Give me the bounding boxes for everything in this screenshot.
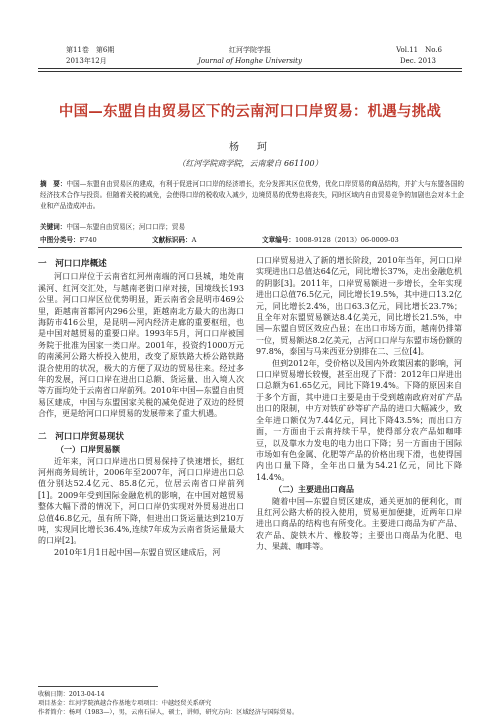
abstract-label: 摘 要：	[40, 180, 67, 188]
volume-issue-cn: 第11卷 第6期	[66, 46, 115, 54]
fund-info: 项目基金：红河学院滇越合作基地专项项目：中越经贸关系研究	[38, 700, 212, 707]
article-title: 中国—东盟自由贸易区下的云南河口口岸贸易：机遇与挑战	[58, 104, 442, 120]
doc-code-label: 文献标识码：	[152, 236, 192, 244]
abstract	[40, 179, 464, 213]
author-affiliation: （红河学院商学院，云南蒙自 661100）	[177, 159, 323, 168]
doc-code-value: A	[191, 236, 197, 244]
running-header	[0, 0, 500, 72]
date-cn: 2013年12月	[66, 57, 107, 65]
clc-value: F740	[79, 236, 97, 244]
paragraph: 近年来，河口口岸进出口贸易保持了快速增长，据红河州商务局统计，2006年至2007年，河口口岸进出口总值分别达52.4亿元、85.8亿元，位居云南省口岸前列[1]。2009年受到国际金融危机的影响，在中国对越贸易整体大幅下滑的情况下，河口口岸仍实现对外贸易进出口总值46.8亿元，虽有所下降，但进出口货运量达到210万吨，实现同比增长36.4%,连续7年成为云南省货运量最大的口岸[2]。	[38, 456, 244, 546]
keywords	[40, 221, 185, 231]
author-name: 杨 珂	[229, 142, 271, 153]
document-code	[152, 234, 196, 244]
subsection-heading-trade-volume: （一）口岸贸易额	[56, 445, 120, 455]
article-no-label: 文章编号：	[262, 236, 295, 244]
left-column	[38, 255, 244, 558]
keywords-text: 中国—东盟自由贸易区；河口口岸；贸易	[66, 223, 186, 231]
received-date: 收稿日期：2013-04-14	[38, 691, 105, 698]
clc-label: 中图分类号：	[40, 236, 80, 244]
paragraph: 随着中国—东盟自贸区建成，通关更加的便利化，而且红河公路大桥的投入使用，贸易更加便捷，近两年口岸进出口商品的结构也有所变化。主要进口商品为矿产品、农产品、旋铁木片、橡胶等；主要出口商品为化肥、电力、果蔬、咖啡等。	[256, 496, 462, 552]
footnote-rule	[38, 686, 158, 687]
clc-number	[40, 234, 97, 244]
journal-name-cn: 红河学院学报	[229, 46, 271, 54]
right-column	[256, 255, 462, 553]
footnote	[38, 686, 462, 717]
paragraph: 2010年1月1日起中国—东盟自贸区建成后，河	[54, 547, 221, 557]
paragraph: 但到2012年，受价格以及国内外政策因素的影响，河口口岸贸易增长较慢，甚至出现了下滑：2012年口岸进出口总额为61.65亿元，同比下降19.4%。下降的原因来自于多个方面，其中进口主要是由于受到越南政府对矿产品出口的限制，中方对铁矿砂等矿产品的进口大幅减少，致全年进口额仅为7.44亿元，同比下降43.5%；而出口方面，一方面由于云南持续干旱，使得部分农产品如咖啡豆，以及靠水力发电的电力出口下降；另一方面由于国际市场如有色金属、化肥等产品的价格出现下滑，也使得国内出口量下降，全年出口量为54.21亿元，同比下降14.4%。	[256, 358, 462, 482]
header-rule-thin	[38, 71, 462, 72]
date-en: Dec. 2013	[400, 57, 436, 65]
paragraph: 河口口岸位于云南省红河州南端的河口县城，地处南溪河、红河交汇处，与越南老街口岸对接，国境线长193公里。河口口岸区位优势明显，距云南省会昆明市469公里，距越南首都河内296公里，距越南北方最大的出海口海防市416公里，是昆明—河内经济走廊的重要枢纽，也是中国对越贸易的重要口岸。1993年5月，河口口岸被国务院于批准为国家一类口岸。2001年，投资约1000万元的南溪河公路大桥投入使用，改变了原铁路大桥公路铁路混合使用的状况，极大的方便了双边的贸易往来。经过多年的发展，河口口岸在进出口总额、货运量、出入境人次等方面均处于云南省口岸前列。2010年中国—东盟自由贸易区建成，中国与东盟国家关税的减免促进了双边的经贸合作，更是给河口口岸贸易的发展带来了重大机遇。	[38, 272, 244, 419]
article-no-value: 1008-9128（2013）06-0009-03	[294, 236, 399, 244]
article-number	[262, 234, 399, 244]
journal-name-en: Journal of Honghe University	[198, 57, 302, 65]
paragraph: 口口岸贸易进入了新的增长阶段，2010年当年，河口口岸实现进出口总值达64亿元，同比增长37%，走出金融危机的阴影[3]。2011年，口岸贸易额进一步增长，全年实现进出口总值76.5亿元，同比增长19.5%，其中进口13.2亿元，同比增长2.4%，出口63.3亿元，同比增长23.7%；且全年对东盟贸易额达8.4亿美元，同比增长21.5%，中国—东盟自贸区效应凸显；在出口市场方面，越南仍排第一位，贸易额达8.2亿美元，占河口口岸与东盟市场份额的97.8%，泰国与马来西亚分别排在二、三位[4]。	[256, 256, 462, 357]
volume-issue-en: Vol.11 No.6	[396, 46, 442, 54]
section-divider	[38, 247, 462, 248]
abstract-text: 中国—东盟自由贸易区的建成，有利于促进河口口岸的经济增长，充分发挥其区位优势，优化口岸贸易的商品结构，并扩大与东盟各国的经济技术合作与投资。但随着关税的减免，会使得口岸的税收收入减少，边境贸易的优势也将丧失，同时区域内自由贸易竞争的加剧也会对本土企业和产品造成冲击。	[40, 180, 465, 211]
subsection-heading-commodities: （二）主要进出口商品	[274, 485, 354, 495]
author-bio: 作者简介：杨珂（1983—），男，云南石屏人，硕士，讲师，研究方向：区域经济与国际贸易。	[38, 709, 299, 716]
keywords-label: 关键词：	[40, 223, 67, 231]
section-heading-status: 二 河口口岸贸易现状	[38, 431, 124, 442]
section-heading-overview: 一 河口口岸概述	[38, 259, 107, 269]
header-rule-thick	[38, 68, 462, 69]
